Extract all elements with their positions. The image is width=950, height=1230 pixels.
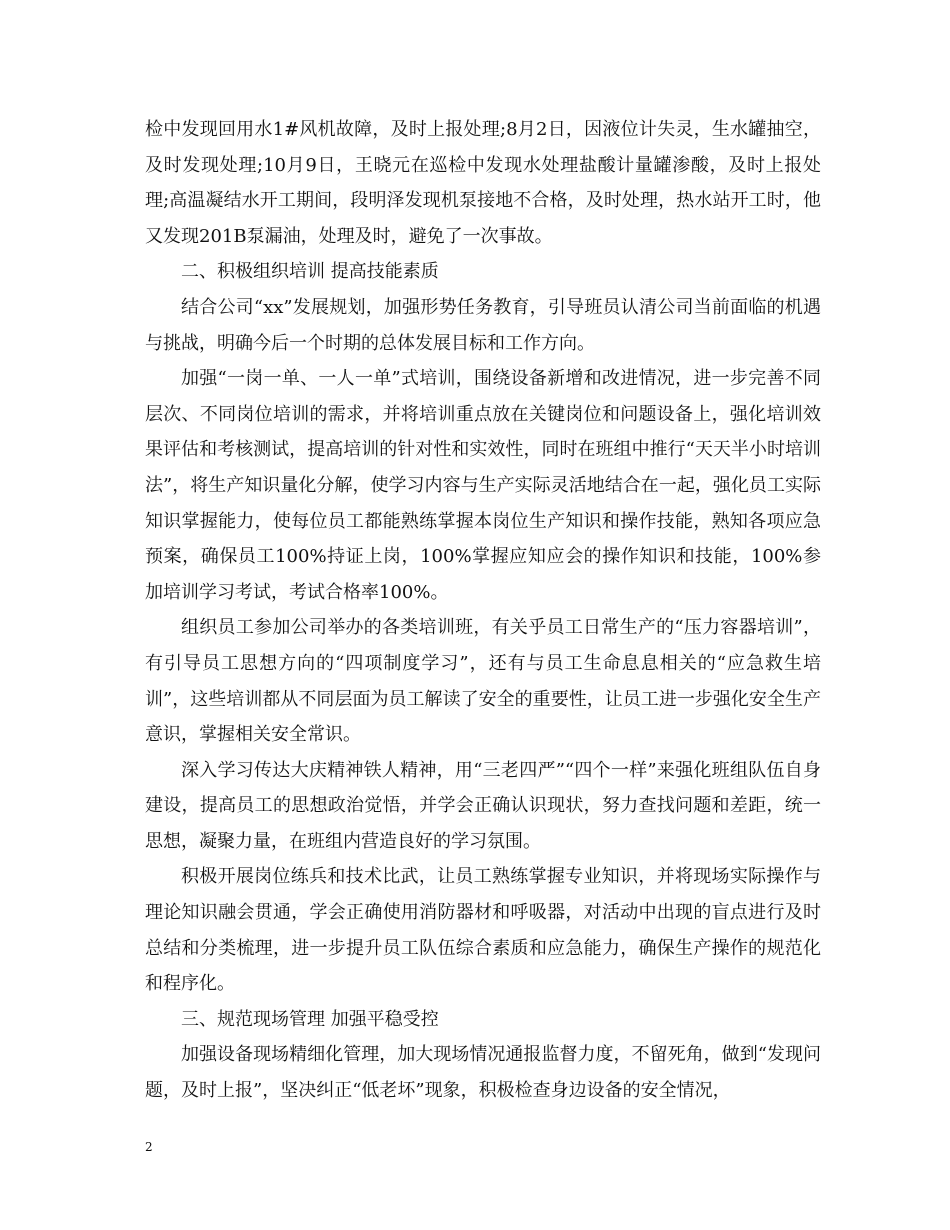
- paragraph: 结合公司“xx”发展规划，加强形势任务教育，引导班员认清公司当前面临的机遇与挑战，明确今后一个时期的总体发展目标和工作方向。: [145, 296, 821, 354]
- paragraph: 深入学习传达大庆精神铁人精神，用“三老四严”“四个一样”来强化班组队伍自身建设，提高员工的思想政治觉悟，并学会正确认识现状，努力查找问题和差距，统一思想，凝聚力量，在班组内营造良好的学习氛围。: [145, 759, 821, 852]
- paragraph: 加强“一岗一单、一人一单”式培训，围绕设备新增和改进情况，进一步完善不同层次、不同岗位培训的需求，并将培训重点放在关键岗位和问题设备上，强化培训效果评估和考核测试，提高培训的针对性和实效性，同时在班组中推行“天天半小时培训法”，将生产知识量化分解，使学习内容与生产实际灵活地结合在一起，强化员工实际知识掌握能力，使每位员工都能熟练掌握本岗位生产知识和操作技能，熟知各项应急预案，确保员工100%持证上岗，100%掌握应知应会的操作知识和技能，100%参加培训学习考试，考试合格率100%。: [145, 368, 821, 603]
- paragraph: 积极开展岗位练兵和技术比武，让员工熟练掌握专业知识，并将现场实际操作与理论知识融会贯通，学会正确使用消防器材和呼吸器，对活动中出现的盲点进行及时总结和分类梳理，进一步提升员工队伍综合素质和应急能力，确保生产操作的规范化和程序化。: [145, 866, 821, 995]
- paragraph-continued: 检中发现回用水1#风机故障，及时上报处理;8月2日，因液位计失灵，生水罐抽空，及时发现处理;10月9日，王晓元在巡检中发现水处理盐酸计量罐渗酸，及时上报处理;高温凝结水开工期间，段明泽发现机泵接地不合格，及时处理，热水站开工时，他又发现201B泵漏油，处理及时，避免了一次事故。: [145, 119, 821, 247]
- paragraph: 组织员工参加公司举办的各类培训班，有关乎员工日常生产的“压力容器培训”，有引导员工思想方向的“四项制度学习”，还有与员工生命息息相关的“应急救生培训”，这些培训都从不同层面为员工解读了安全的重要性，让员工进一步强化安全生产意识，掌握相关安全常识。: [145, 617, 821, 746]
- page-number: 2: [145, 1140, 153, 1154]
- section-heading-training: 二、积极组织培训 提高技能素质: [181, 261, 439, 283]
- paragraph: 加强设备现场精细化管理，加大现场情况通报监督力度，不留死角，做到“发现问题，及时上报”，坚决纠正“低老坏”现象，积极检查身边设备的安全情况，: [145, 1044, 821, 1102]
- section-heading-site-management: 三、规范现场管理 加强平稳受控: [181, 1008, 439, 1030]
- document-body: [145, 112, 821, 1109]
